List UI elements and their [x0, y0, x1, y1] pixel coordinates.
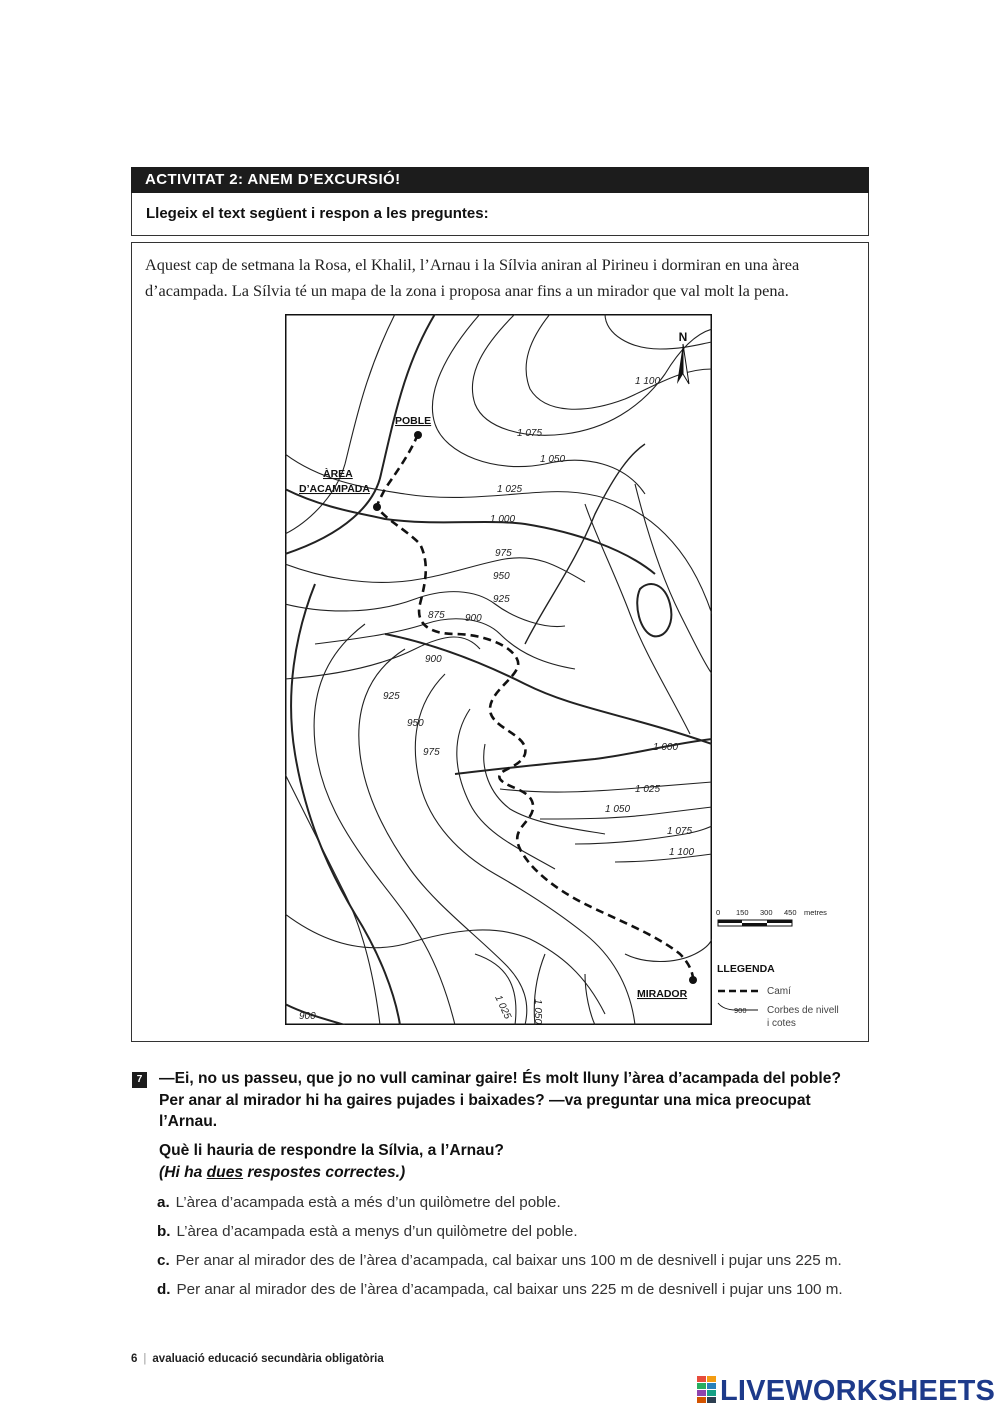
poble-point	[414, 431, 422, 439]
activity-header: ACTIVITAT 2: ANEM D’EXCURSIÓ!	[131, 167, 869, 193]
scale-tick: 300	[760, 908, 773, 917]
scale-bar	[716, 908, 827, 926]
question-number: 7	[132, 1072, 147, 1088]
option-letter: c.	[157, 1252, 170, 1269]
note-underlined: dues	[206, 1163, 244, 1181]
contour-label: 925	[493, 594, 510, 605]
option-letter: d.	[157, 1281, 171, 1298]
intro-line-1: Aquest cap de setmana la Rosa, el Khalil, l’Arnau i la Sílvia aniran al Pirineu i dormiran en una àrea	[145, 255, 800, 274]
contour-label: 1 100	[635, 376, 661, 387]
question-stem-line-3: l’Arnau.	[159, 1113, 218, 1130]
scale-tick: 0	[716, 908, 721, 917]
liveworksheets-brand[interactable]	[697, 1374, 995, 1408]
contour-label: 1 100	[669, 847, 695, 858]
contour-label: 1 050	[605, 804, 631, 815]
option-c[interactable]	[157, 1251, 897, 1271]
contour-label: 1 025	[635, 784, 661, 795]
question-note	[159, 1162, 879, 1184]
option-d[interactable]	[157, 1280, 897, 1300]
map-legend	[712, 900, 862, 1040]
contour-label: 1 000	[653, 742, 679, 753]
scale-unit: metres	[804, 908, 827, 917]
instruction: Llegeix el text següent i respon a les preguntes:	[131, 193, 869, 236]
map-border	[286, 315, 712, 1025]
scale-tick: 450	[784, 908, 797, 917]
mirador-point	[689, 976, 697, 984]
legend-path-label: Camí	[767, 986, 791, 997]
contour-label: 950	[407, 718, 424, 729]
option-a[interactable]	[157, 1193, 897, 1213]
option-b[interactable]	[157, 1222, 897, 1242]
brand-text: LIVEWORKSHEETS	[720, 1375, 996, 1407]
liveworksheets-logo-icon	[697, 1374, 717, 1404]
question-stem-line-2: Per anar al mirador hi ha gaires pujades i baixades? —va preguntar una mica preocupat	[159, 1091, 811, 1109]
legend-contour-label-1: Corbes de nivell	[767, 1005, 839, 1016]
option-letter: b.	[157, 1223, 171, 1240]
note-post: respostes correctes.)	[243, 1163, 406, 1181]
area-acampada-point	[373, 503, 381, 511]
option-text: Per anar al mirador des de l’àrea d’acampada, cal baixar uns 225 m de desnivell i pujar uns 100 m.	[176, 1281, 843, 1298]
option-text: L’àrea d’acampada està a més d’un quilòmetre del poble.	[175, 1194, 561, 1211]
page-number: 6	[131, 1353, 138, 1365]
contour-label: 900	[465, 613, 482, 624]
intro-text	[145, 252, 860, 304]
contour-label: 1 000	[490, 514, 516, 525]
area-label-1: ÀREA	[323, 468, 353, 480]
option-text: Per anar al mirador des de l’àrea d’acampada, cal baixar uns 100 m de desnivell i pujar uns 225 m.	[175, 1252, 842, 1269]
contour-label: 1 075	[667, 826, 693, 837]
contour-label: 900	[425, 654, 442, 665]
contour-label: 1 025	[497, 484, 523, 495]
contour-label: 925	[383, 691, 400, 702]
poble-label: POBLE	[395, 415, 432, 427]
footer-separator: |	[143, 1353, 147, 1365]
contour-label: 975	[495, 548, 512, 559]
contour-label: 875	[428, 610, 445, 621]
contour-label: 1 025	[492, 993, 513, 1021]
option-text: L’àrea d’acampada està a menys d’un quilòmetre del poble.	[176, 1223, 578, 1240]
question-ask: Què li hauria de respondre la Sílvia, a l’Arnau?	[159, 1142, 504, 1159]
contour-label: 975	[423, 747, 440, 758]
scale-tick: 150	[736, 908, 749, 917]
intro-line-2: d’acampada. La Sílvia té un mapa de la zona i proposa anar fins a un mirador que val molt la pena.	[145, 281, 789, 300]
legend-title: LLEGENDA	[717, 963, 775, 975]
contour-label: 900	[299, 1011, 316, 1022]
option-letter: a.	[157, 1194, 170, 1211]
contour-label: 1 075	[517, 428, 543, 439]
legend-contour-label-2: i cotes	[767, 1018, 796, 1029]
question-stem-line-1: —Ei, no us passeu, que jo no vull caminar gaire! És molt lluny l’àrea d’acampada del poble?	[159, 1070, 841, 1087]
page-footer	[131, 1353, 384, 1365]
north-label: N	[678, 330, 688, 344]
contour-label: 950	[493, 571, 510, 582]
question-stem	[159, 1068, 879, 1133]
legend-contour-value: 900	[734, 1006, 747, 1015]
question-prompt	[159, 1140, 879, 1183]
contour-label: 1 050	[540, 454, 566, 465]
contour-label: 1 050	[532, 999, 543, 1025]
footer-text: avaluació educació secundària obligatòria	[152, 1353, 384, 1365]
area-label-2: D’ACAMPADA	[299, 483, 370, 495]
topographic-map	[285, 314, 712, 1025]
mirador-label: MIRADOR	[637, 988, 688, 1000]
note-pre: (Hi ha	[159, 1163, 207, 1181]
